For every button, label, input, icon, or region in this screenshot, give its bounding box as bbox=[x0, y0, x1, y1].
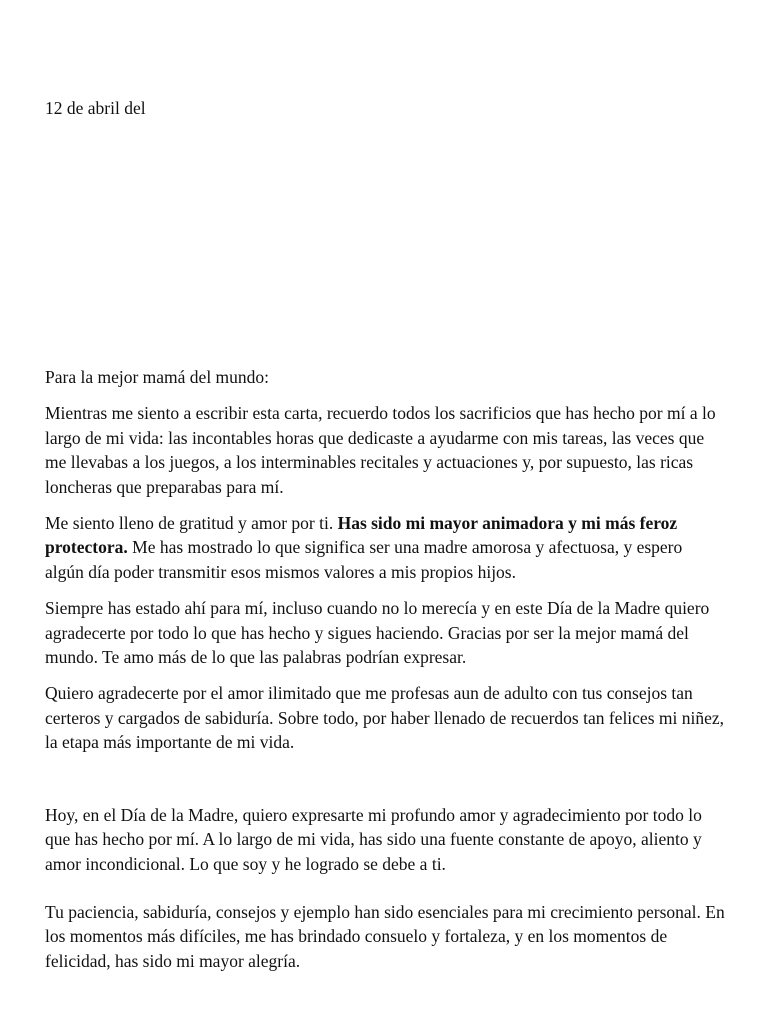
paragraph-gratitude bbox=[45, 511, 725, 584]
paragraph-always-there: Siempre has estado ahí para mí, incluso cuando no lo merecía y en este Día de la Madre quiero agradecerte por todo lo que has hecho y sigues haciendo. Gracias por ser la mejor mamá del mundo. Te amo más de lo que las palabras podrían expresar. bbox=[45, 598, 710, 668]
paragraph-patience: Tu paciencia, sabiduría, consejos y ejemplo han sido esenciales para mi crecimiento personal. En los momentos más difíciles, me has brindado consuelo y fortaleza, y en los momentos de felicidad, has sido mi mayor alegría. bbox=[45, 901, 725, 971]
letter-greeting: Para la mejor mamá del mundo: bbox=[45, 367, 270, 387]
paragraph-sacrifices: Mientras me siento a escribir esta carta, recuerdo todos los sacrificios que has hecho por mí a lo largo de mi vida: las incontables horas que dedicaste a ayudarme con mis tareas, las veces que me llevabas a los juegos, a los interminables recitales y actuaciones y, por supuesto, las ricas loncheras que preparabas para mí. bbox=[45, 403, 716, 497]
paragraph-gratitude-end: Me has mostrado lo que significa ser una madre amorosa y afectuosa, y espero algún día poder transmitir esos mismos valores a mis propios hijos. bbox=[45, 537, 683, 582]
letter-body bbox=[45, 365, 725, 985]
paragraph-gratitude-start: Me siento lleno de gratitud y amor por ti. bbox=[45, 513, 338, 534]
paragraph-mothers-day: Hoy, en el Día de la Madre, quiero expresarte mi profundo amor y agradecimiento por todo lo que has hecho por mí. A lo largo de mi vida, has sido una fuente constante de apoyo, aliento y amor incondicional. Lo que soy y he logrado se debe a ti. bbox=[45, 804, 702, 874]
letter-date: 12 de abril del bbox=[45, 98, 146, 118]
paragraph-unlimited-love: Quiero agradecerte por el amor ilimitado que me profesas aun de adulto con tus consejos tan certeros y cargados de sabiduría. Sobre todo, por haber llenado de recuerdos tan felices mi niñez, la etapa más importante de mi vida. bbox=[45, 683, 725, 753]
paragraph-gratitude-bold: Has sido mi mayor animadora y mi más feroz protectora. bbox=[45, 513, 678, 558]
